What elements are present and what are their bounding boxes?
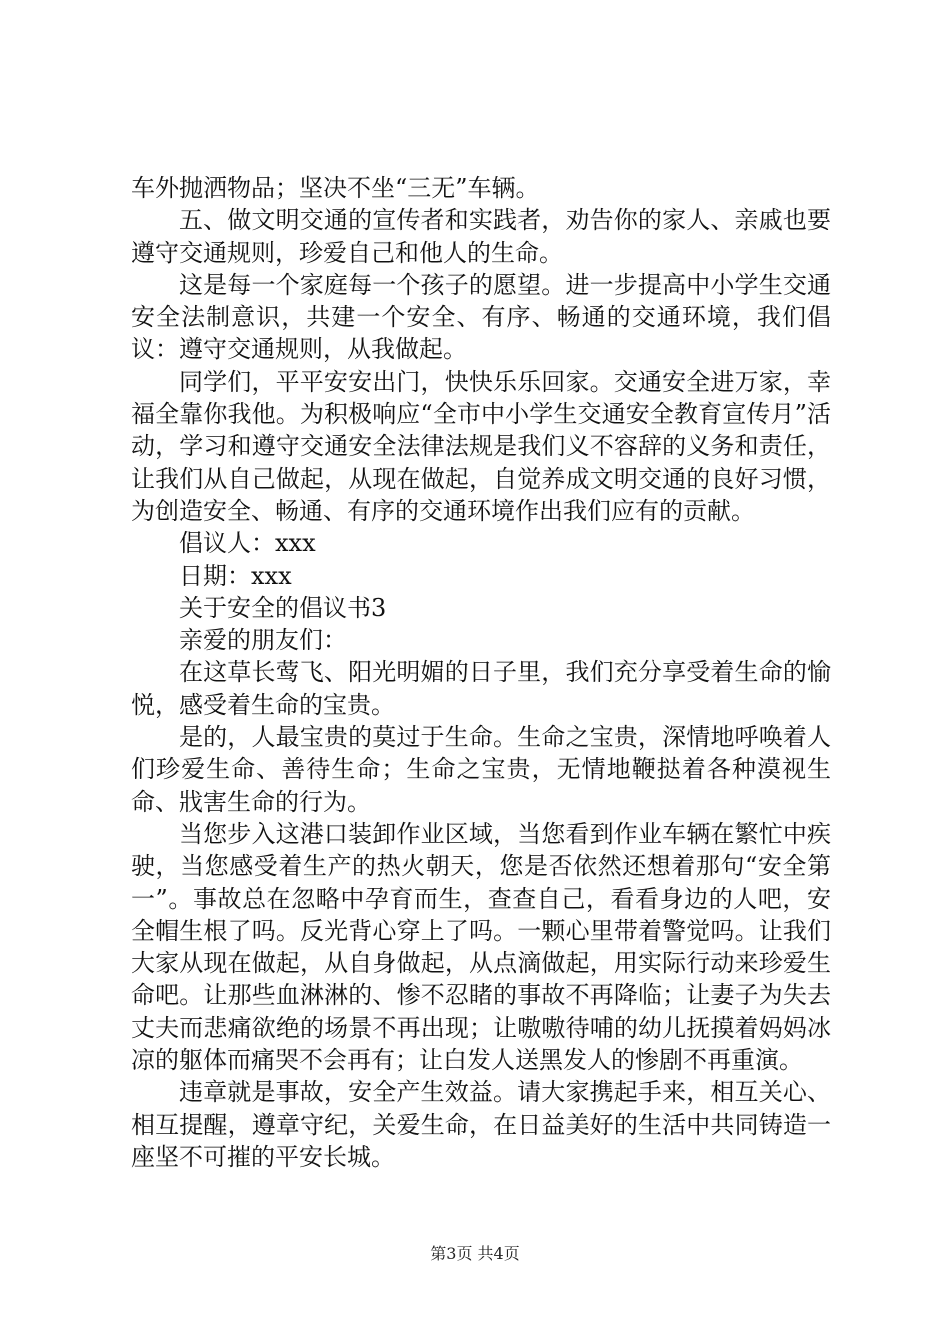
page-number-footer: 第3页 共4页 [430,1244,520,1263]
paragraph-item-five: 五、做文明交通的宣传者和实践者，劝告你的家人、亲戚也要遵守交通规则，珍爱自己和他人的生命。 [131,206,831,267]
paragraph-closing: 违章就是事故，安全产生效益。请大家携起手来，相互关心、相互提醒，遵章守纪，关爱生命，在日益美好的生活中共同铸造一座坚不可摧的平安长城。 [131,1078,831,1171]
paragraph-spring: 在这草长莺飞、阳光明媚的日子里，我们充分享受着生命的愉悦，感受着生命的宝贵。 [131,658,831,719]
paragraph-wish: 这是每一个家庭每一个孩子的愿望。进一步提高中小学生交通安全法制意识，共建一个安全、有序、畅通的交通环境，我们倡议：遵守交通规则，从我做起。 [131,270,831,364]
salutation: 亲爱的朋友们： [179,626,347,655]
paragraph-life: 是的，人最宝贵的莫过于生命。生命之宝贵，深情地呼唤着人们珍爱生命、善待生命；生命之宝贵，无情地鞭挞着各种漠视生命、戕害生命的行为。 [131,723,831,816]
section-title: 关于安全的倡议书3 [179,593,387,622]
document-body [131,172,831,1173]
signature-initiator: 倡议人：xxx [179,529,316,558]
paragraph-students: 同学们，平平安安出门，快快乐乐回家。交通安全进万家，幸福全靠你我他。为积极响应“全市中小学生交通安全教育宣传月”活动，学习和遵守交通安全法律法规是我们义不容辞的义务和责任，让我们从自己做起，从现在做起，自觉养成文明交通的良好习惯，为创造安全、畅通、有序的交通环境作出我们应有的贡献。 [131,367,831,525]
signature-date: 日期：xxx [179,561,292,590]
paragraph-continuation: 车外抛洒物品；坚决不坐“三无”车辆。 [131,174,540,202]
paragraph-port: 当您步入这港口装卸作业区域，当您看到作业车辆在繁忙中疾驶，当您感受着生产的热火朝天，您是否依然还想着那句“安全第一”。事故总在忽略中孕育而生，查查自己，看看身边的人吧，安全帽生根了吗。反光背心穿上了吗。一颗心里带着警觉吗。让我们大家从现在做起，从自身做起，从点滴做起，用实际行动来珍爱生命吧。让那些血淋淋的、惨不忍睹的事故不再降临；让妻子为失去丈夫而悲痛欲绝的场景不再出现；让嗷嗷待哺的幼儿抚摸着妈妈冰凉的躯体而痛哭不会再有；让白发人送黑发人的惨剧不再重演。 [131,819,831,1075]
